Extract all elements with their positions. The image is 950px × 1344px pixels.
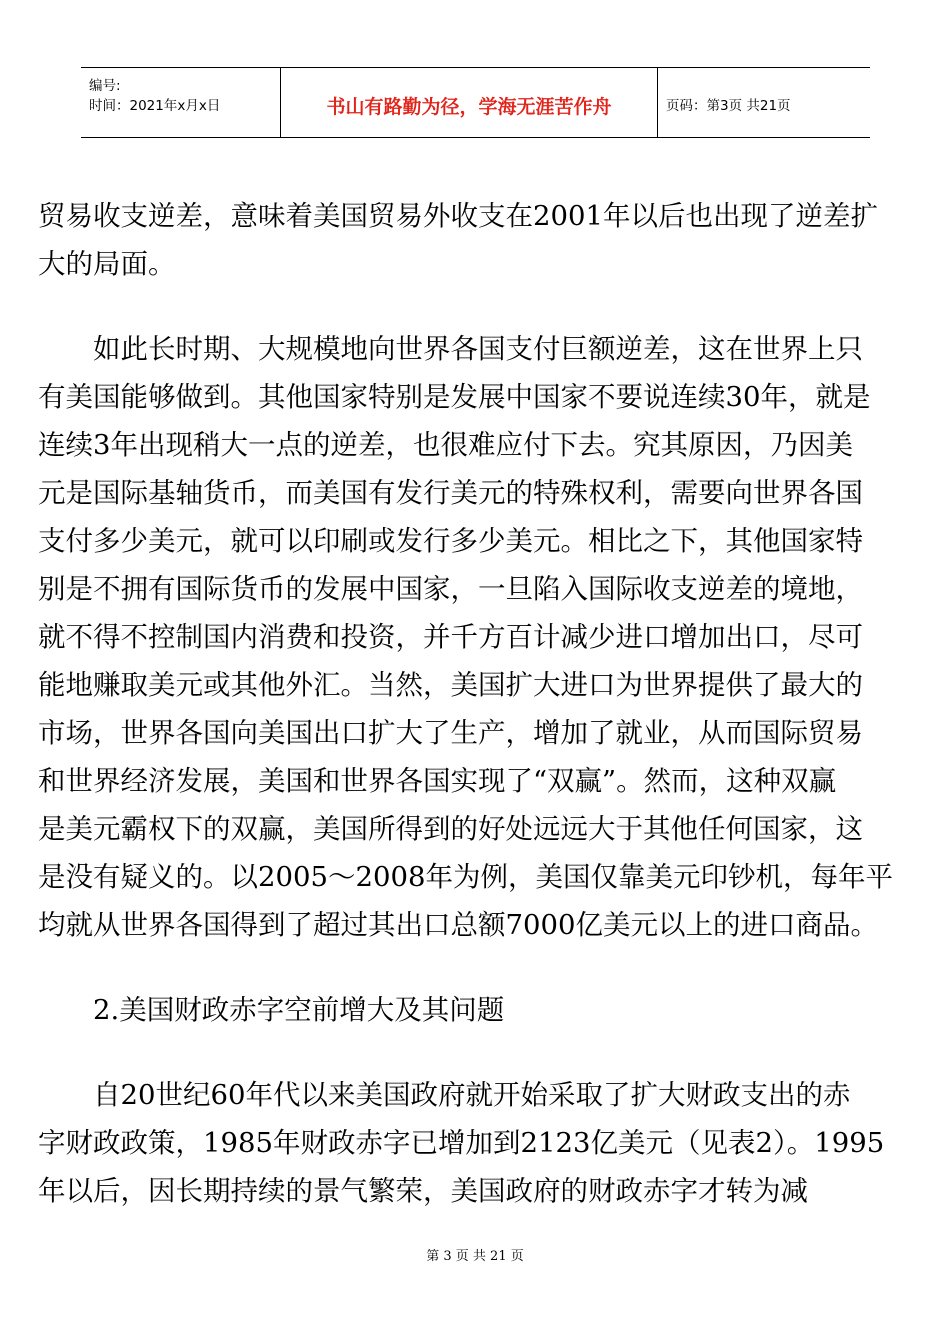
body-line: 元是国际基轴货币，而美国有发行美元的特殊权利，需要向世界各国 <box>38 477 863 509</box>
body-line: 字财政政策，1985年财政赤字已增加到2123亿美元（见表2）。1995 <box>38 1127 885 1159</box>
body-line: 有美国能够做到。其他国家特别是发展中国家不要说连续30年，就是 <box>38 381 871 413</box>
header-motto: 书山有路勤为径，学海无涯苦作舟 <box>326 96 612 118</box>
header-page-code: 页码：第3页 共21页 <box>666 98 791 114</box>
document-number-label: 编号: <box>89 78 121 94</box>
document-header <box>81 67 870 138</box>
body-line: 自20世纪60年代以来美国政府就开始采取了扩大财政支出的赤 <box>93 1079 851 1111</box>
document-time-label: 时间：2021年x月x日 <box>89 98 221 114</box>
header-right-cell <box>658 68 870 137</box>
body-line: 能地赚取美元或其他外汇。当然，美国扩大进口为世界提供了最大的 <box>38 669 863 701</box>
body-line: 就不得不控制国内消费和投资，并千方百计减少进口增加出口，尽可 <box>38 621 863 653</box>
body-line: 均就从世界各国得到了超过其出口总额7000亿美元以上的进口商品。 <box>38 909 878 941</box>
body-line: 如此长时期、大规模地向世界各国支付巨额逆差，这在世界上只 <box>93 333 863 365</box>
section-heading: 2.美国财政赤字空前增大及其问题 <box>93 994 505 1026</box>
header-left-cell <box>81 68 281 137</box>
body-line: 贸易收支逆差，意味着美国贸易外收支在2001年以后也出现了逆差扩 <box>38 200 878 232</box>
body-line: 和世界经济发展，美国和世界各国实现了“双赢”。然而，这种双赢 <box>38 765 837 797</box>
body-line: 连续3年出现稍大一点的逆差，也很难应付下去。究其原因，乃因美 <box>38 429 853 461</box>
body-line: 支付多少美元，就可以印刷或发行多少美元。相比之下，其他国家特 <box>38 525 863 557</box>
body-line: 市场，世界各国向美国出口扩大了生产，增加了就业，从而国际贸易 <box>38 717 863 749</box>
body-line: 别是不拥有国际货币的发展中国家，一旦陷入国际收支逆差的境地， <box>38 573 863 605</box>
body-line: 是美元霸权下的双赢，美国所得到的好处远远大于其他任何国家，这 <box>38 813 863 845</box>
body-line: 是没有疑义的。以2005～2008年为例，美国仅靠美元印钞机，每年平 <box>38 861 893 893</box>
header-middle-cell <box>281 68 658 137</box>
document-body <box>38 192 912 1215</box>
body-line: 年以后，因长期持续的景气繁荣，美国政府的财政赤字才转为减 <box>38 1175 808 1207</box>
body-line: 大的局面。 <box>38 248 176 280</box>
page-footer: 第 3 页 共 21 页 <box>426 1249 524 1264</box>
